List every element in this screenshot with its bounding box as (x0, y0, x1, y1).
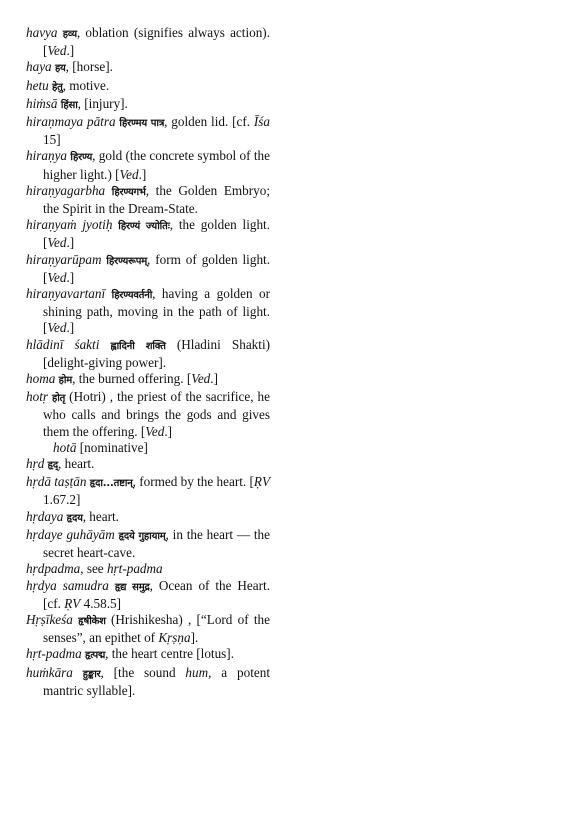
devanagari-term: हृदय (66, 512, 83, 524)
definition: , see (80, 561, 107, 577)
headword: hṛdaye guhāyām (26, 526, 115, 542)
definition: , the heart centre [lotus]. (105, 646, 234, 662)
definition: , [horse]. (65, 59, 113, 75)
definition-tail: .] (66, 43, 75, 59)
headword: hiraṇyagarbha (26, 182, 106, 198)
definition: (Hrishikesha) , [“Lord of the senses”, an epithet of (43, 611, 270, 646)
definition: , gold (the concrete symbol of the higher light.) [ (43, 148, 270, 182)
reference: Ved (47, 269, 67, 285)
glossary-entry (26, 646, 270, 664)
definition-tail: 15] (43, 132, 61, 148)
devanagari-term: हव्य (62, 29, 77, 40)
glossary-column (26, 25, 270, 699)
definition: , [the sound (100, 664, 186, 680)
headword: Hṛṣīkeśa (26, 611, 73, 627)
reference: Ved (47, 320, 67, 336)
devanagari-term: होतृ (51, 393, 66, 405)
devanagari-term: हृषीकेश (78, 615, 106, 627)
definition: , [injury]. (77, 95, 128, 111)
devanagari-term: हृदये गुहायाम् (118, 530, 166, 542)
glossary-entry (26, 337, 270, 371)
headword: havya (26, 25, 58, 40)
definition: , having a golden or shining path, moving in the path of light. [ (43, 286, 271, 336)
definition: , oblation (signifies always action). [ (43, 25, 270, 59)
definition-tail: .] (210, 371, 218, 387)
headword: hṛdā taṣṭān (26, 474, 87, 490)
glossary-entry (26, 217, 270, 251)
definition: , the burned offering. [ (72, 371, 192, 387)
definition: , the Golden Embryo; the Spirit in the Dream-State. (43, 182, 270, 217)
glossary-entry (26, 96, 270, 114)
definition-tail: .] (66, 235, 75, 251)
glossary-entry (26, 78, 270, 96)
definition: , form of golden light. [ (43, 251, 270, 285)
glossary-entry (26, 389, 270, 440)
devanagari-term: हृद्य समुद्र (114, 581, 150, 593)
glossary-entry (26, 474, 270, 508)
headword: homa (26, 371, 56, 387)
glossary-entry (26, 148, 270, 182)
definition: [nominative] (76, 439, 148, 455)
definition-tail: .] (138, 166, 147, 182)
glossary-entry (26, 25, 270, 59)
headword: hṛdya samudra (26, 577, 109, 593)
definition: , in the heart — the secret heart-cave. (43, 526, 270, 561)
glossary-entry (26, 561, 270, 577)
reference: Ved (191, 371, 211, 387)
definition: , heart. (58, 456, 95, 472)
headword: hiraṇyarūpam (26, 251, 102, 267)
headword: huṁkāra (26, 664, 73, 680)
headword: hotṛ (26, 389, 48, 405)
glossary-entry (26, 527, 270, 561)
devanagari-term: होम (58, 375, 73, 387)
devanagari-term: हिरण्यवर्तनी (111, 290, 153, 302)
definition-tail: .] (66, 269, 75, 285)
devanagari-term: हृत्पद्म (84, 650, 106, 662)
headword: hṛt-padma (26, 646, 82, 662)
devanagari-term: हुङ्कार (82, 668, 101, 680)
devanagari-term: हिरण्यगर्भ (111, 186, 146, 198)
headword: hiṁsā (26, 95, 58, 111)
definition: , formed by the heart. [ (132, 474, 254, 490)
glossary-entry (26, 183, 270, 217)
headword: hṛd (26, 456, 45, 472)
reference: Ved (47, 235, 67, 251)
devanagari-term: हिरण्मय पात्र (119, 118, 165, 130)
devanagari-term: ह्लादिनी शक्ति (110, 340, 166, 352)
devanagari-term: हिरण्य (70, 152, 93, 164)
definition-tail: ]. (190, 630, 199, 646)
headword: hiraṇmaya pātra (26, 114, 116, 130)
definition: , golden lid. [cf. (164, 114, 254, 130)
definition-tail: 4.58.5] (80, 595, 122, 611)
glossary-entry (26, 114, 270, 148)
reference: hum (185, 664, 209, 680)
devanagari-term: हृदा...तष्टान् (89, 478, 133, 490)
glossary-entry (26, 578, 270, 612)
headword: haya (26, 59, 52, 75)
headword: hṛdaya (26, 508, 64, 524)
glossary-entry (26, 371, 270, 389)
definition-tail: .] (66, 320, 75, 336)
cross-reference-link[interactable]: hṛt-padma (106, 561, 163, 577)
headword: hotā (53, 439, 77, 455)
devanagari-term: हृद् (47, 460, 59, 472)
reference: ṚV (253, 474, 271, 490)
glossary-entry (26, 456, 270, 474)
definition-tail: .] (164, 423, 173, 439)
definition-tail: , a potent mantric syllable]. (43, 664, 270, 698)
reference: ṚV (64, 595, 81, 611)
definition: , the golden light. [ (43, 217, 271, 251)
headword: hiraṇya (26, 148, 68, 164)
glossary-entry (26, 252, 270, 286)
definition: (Hladini Shakti) [delight-giving power]. (43, 336, 270, 370)
glossary-entry (26, 286, 270, 337)
definition: , heart. (82, 508, 119, 524)
headword: hiraṇyaṁ jyotiḥ (26, 217, 113, 233)
definition: , motive. (62, 77, 110, 93)
reference: Īśa (253, 114, 270, 130)
glossary-entry (26, 612, 270, 646)
headword: hetu (26, 77, 49, 93)
reference: Ved (47, 43, 67, 59)
devanagari-term: हय (54, 63, 66, 75)
definition: (Hotri) , the priest of the sacrifice, he who calls and brings the gods and gives them the offering. [ (43, 389, 270, 439)
devanagari-term: हिरण्यं ज्योतिः (118, 221, 170, 233)
definition: , Ocean of the Heart. [cf. (43, 577, 270, 611)
reference: Ved (145, 423, 165, 439)
glossary-subentry (26, 440, 270, 456)
glossary-entry (26, 59, 270, 77)
definition-tail: 1.67.2] (43, 492, 81, 508)
devanagari-term: हिंसा (60, 99, 78, 111)
devanagari-term: हेतु (52, 81, 63, 93)
glossary-entry (26, 509, 270, 527)
headword: hiraṇyavartanī (26, 286, 106, 302)
headword: hlādinī śakti (26, 336, 100, 352)
reference: Kṛṣṇa (158, 630, 191, 646)
glossary-entry (26, 665, 270, 699)
headword: hṛdpadma (26, 561, 81, 577)
devanagari-term: हिरण्यरूपम् (106, 255, 147, 267)
reference: Ved (119, 166, 139, 182)
